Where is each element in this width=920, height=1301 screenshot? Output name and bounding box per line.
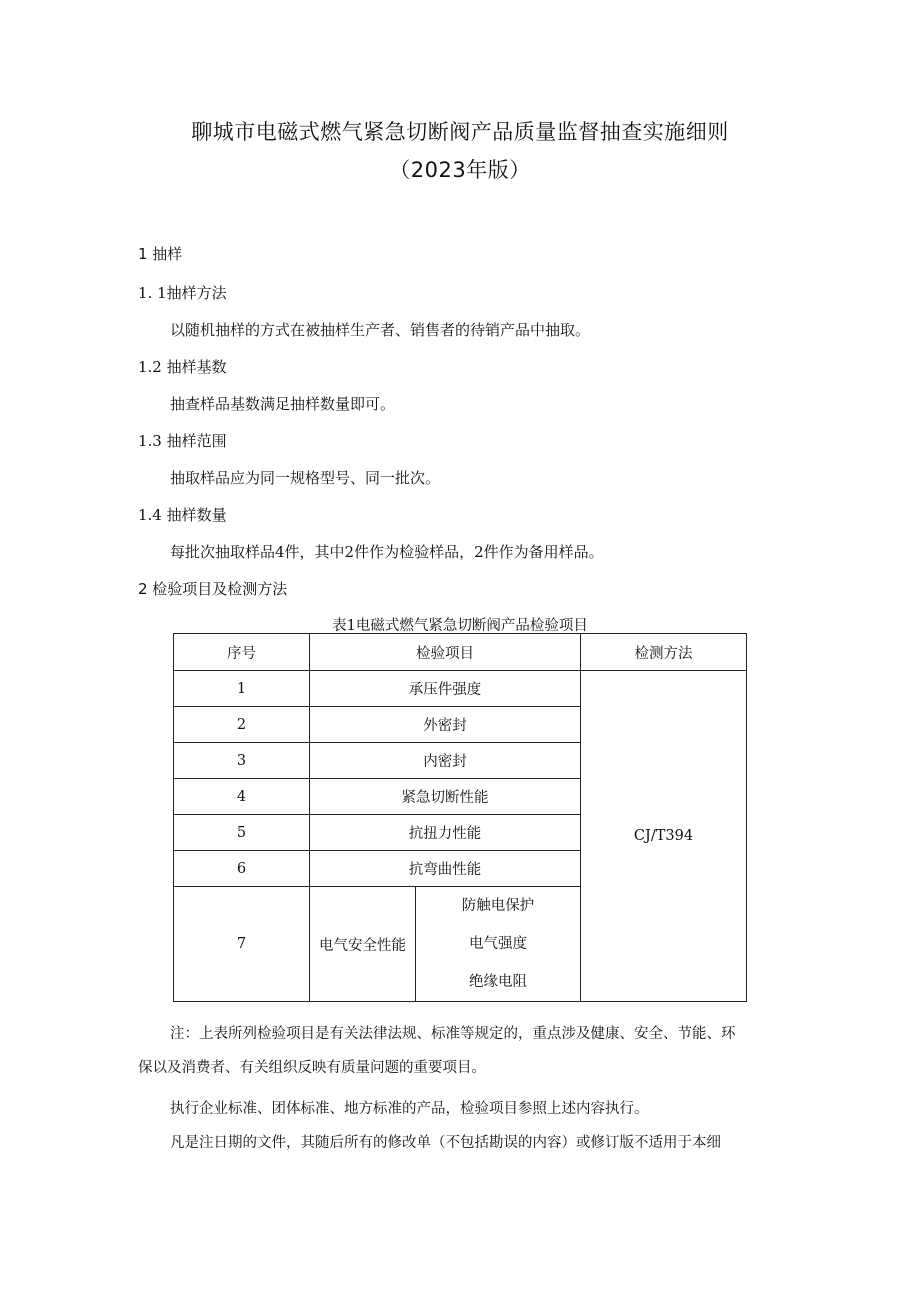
subsection-heading: 1.4 抽样数量 bbox=[138, 506, 227, 524]
subsection-text: 抽查样品基数满足抽样数量即可。 bbox=[170, 395, 396, 413]
row-number: 6 bbox=[174, 851, 310, 887]
inspection-subitem: 电气强度 bbox=[469, 936, 527, 952]
subsection-text: 抽取样品应为同一规格型号、同一批次。 bbox=[170, 469, 441, 487]
subsection-heading: 1.2 抽样基数 bbox=[138, 358, 227, 376]
row-number: 4 bbox=[174, 779, 310, 815]
inspection-subitem: 绝缘电阻 bbox=[469, 974, 527, 990]
subsection-heading: 1.3 抽样范围 bbox=[138, 432, 227, 450]
row-number: 5 bbox=[174, 815, 310, 851]
inspection-item: 抗弯曲性能 bbox=[310, 851, 581, 887]
document-title: 聊城市电磁式燃气紧急切断阀产品质量监督抽查实施细则 bbox=[191, 120, 729, 144]
table-row bbox=[174, 671, 747, 707]
table-header-cell: 检测方法 bbox=[581, 634, 747, 671]
inspection-item: 外密封 bbox=[310, 707, 581, 743]
inspection-item: 电气安全性能 bbox=[310, 887, 416, 1002]
document-edition: （2023年版） bbox=[389, 158, 531, 182]
inspection-item: 承压件强度 bbox=[310, 671, 581, 707]
table-caption: 表1电磁式燃气紧急切断阀产品检验项目 bbox=[332, 618, 588, 634]
inspection-item: 内密封 bbox=[310, 743, 581, 779]
paragraph: 执行企业标准、团体标准、地方标准的产品，检验项目参照上述内容执行。 bbox=[170, 1101, 649, 1117]
inspection-subitem: 防触电保护 bbox=[461, 898, 535, 914]
inspection-item: 抗扭力性能 bbox=[310, 815, 581, 851]
subsection-text: 以随机抽样的方式在被抽样生产者、销售者的待销产品中抽取。 bbox=[170, 321, 591, 339]
subsection-heading: 1. 1抽样方法 bbox=[138, 284, 227, 302]
row-number: 2 bbox=[174, 707, 310, 743]
table-note: 注：上表所列检验项目是有关法律法规、标准等规定的，重点涉及健康、安全、节能、环 bbox=[170, 1026, 736, 1042]
inspection-item: 紧急切断性能 bbox=[310, 779, 581, 815]
section-heading-sampling: 1 抽样 bbox=[138, 245, 183, 263]
paragraph: 凡是注日期的文件，其随后所有的修改单（不包括勘误的内容）或修订版不适用于本细 bbox=[170, 1135, 721, 1151]
table-header-cell: 检验项目 bbox=[310, 634, 581, 671]
table-note-continued: 保以及消费者、有关组织反映有质量问题的重要项目。 bbox=[138, 1060, 486, 1076]
subsection-text: 每批次抽取样品4件，其中2件作为检验样品，2件作为备用样品。 bbox=[170, 543, 604, 561]
inspection-subitems bbox=[416, 887, 581, 1002]
table-header-cell: 序号 bbox=[174, 634, 310, 671]
section-heading-inspection: 2 检验项目及检测方法 bbox=[138, 580, 288, 598]
inspection-items-table bbox=[173, 633, 747, 1002]
test-method: CJ/T394 bbox=[581, 671, 747, 1002]
row-number: 7 bbox=[174, 887, 310, 1002]
row-number: 3 bbox=[174, 743, 310, 779]
row-number: 1 bbox=[174, 671, 310, 707]
